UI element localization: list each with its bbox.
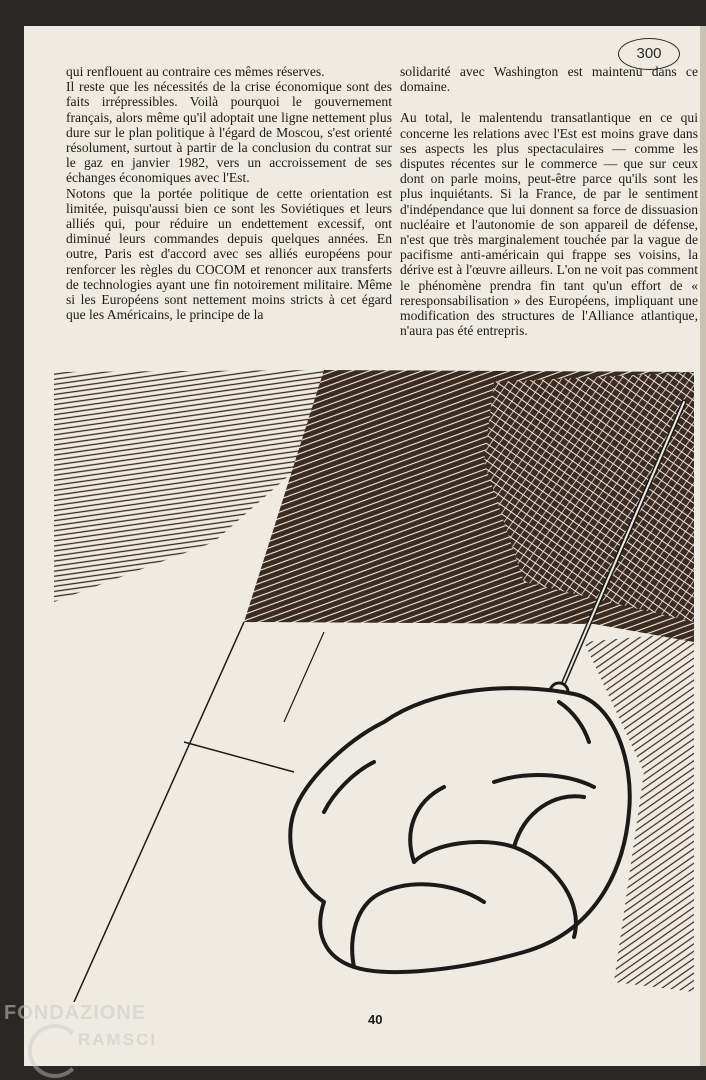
left-paragraph-3: Notons que la portée politique de cette orientation est limitée, puisqu'aussi bien ce sont les Soviétiques et leurs alliés qui, pour réduire un endettement excessif, ont diminué leurs commandes depuis quelques années. En outre, Paris est d'accord avec ses alliés européens pour renforcer les règles du COCOM et renoncer aux transferts de technologies ayant une fin notoirement militaire. Même si les Européens sont nettement moins stricts à cet égard que les Américains, le principe de la xyxy=(66,185,392,323)
plane-line-cross xyxy=(184,742,294,772)
right-paragraph-2: Au total, le malentendu transatlantique en ce qui concerne les relations avec l'Est est moins grave dans ses aspects les plus spectaculaires — comme les disputes récentes sur le commerce — que sur ceux dont on parle moins, peut-être parce qu'ils sont les plus inquiétants. Si la France, de par le sentiment d'indépendance que lui donnent sa force de dissuasion nucléaire et l'autonomie de son appareil de défense, n'est que très marginalement touchée par la vague de pacifisme anti-américain qui frappe ses voisins, la dérive est à l'œuvre ailleurs. L'on ne voit pas comment le phénomène prendra fin tant qu'un effort de « reresponsabilisation » des Européens, impliquant une modification des structures de l'Alliance atlantique, n'aura pas été entrepris. xyxy=(400,110,698,339)
left-paragraph-1: qui renflouent au contraire ces mêmes réserves. xyxy=(66,64,325,79)
page-edge xyxy=(700,26,706,1066)
left-paragraph-2: Il reste que les nécessités de la crise économique sont des faits irrépressibles. Voilà pourquoi le gouvernement français, alors même qu'il adoptait une ligne nettement plus dure sur le plan politique à l'égard de Moscou, s'est orienté résolument, surtout à partir de la conclusion du contrat sur le gaz en janvier 1982, vers un accroissement de ses échanges économiques avec l'Est. xyxy=(66,79,392,186)
hand-drawing xyxy=(290,688,630,972)
archive-stamp: 300 xyxy=(618,38,680,70)
left-column xyxy=(66,64,392,322)
paper-page xyxy=(24,26,706,1066)
watermark-g-logo-icon xyxy=(28,1024,82,1078)
hand-stylus-illustration xyxy=(54,342,694,1002)
archive-watermark xyxy=(0,998,190,1080)
page-number: 40 xyxy=(368,1012,383,1027)
right-paragraph-1: solidarité avec Washington est maintenu dans ce domaine. xyxy=(400,64,698,95)
plane-line-mid xyxy=(284,632,324,722)
watermark-line1: FONDAZIONE xyxy=(4,1002,147,1024)
watermark-line2: RAMSCI xyxy=(78,1030,158,1049)
right-column xyxy=(400,64,698,338)
plane-line-left xyxy=(74,622,244,1002)
